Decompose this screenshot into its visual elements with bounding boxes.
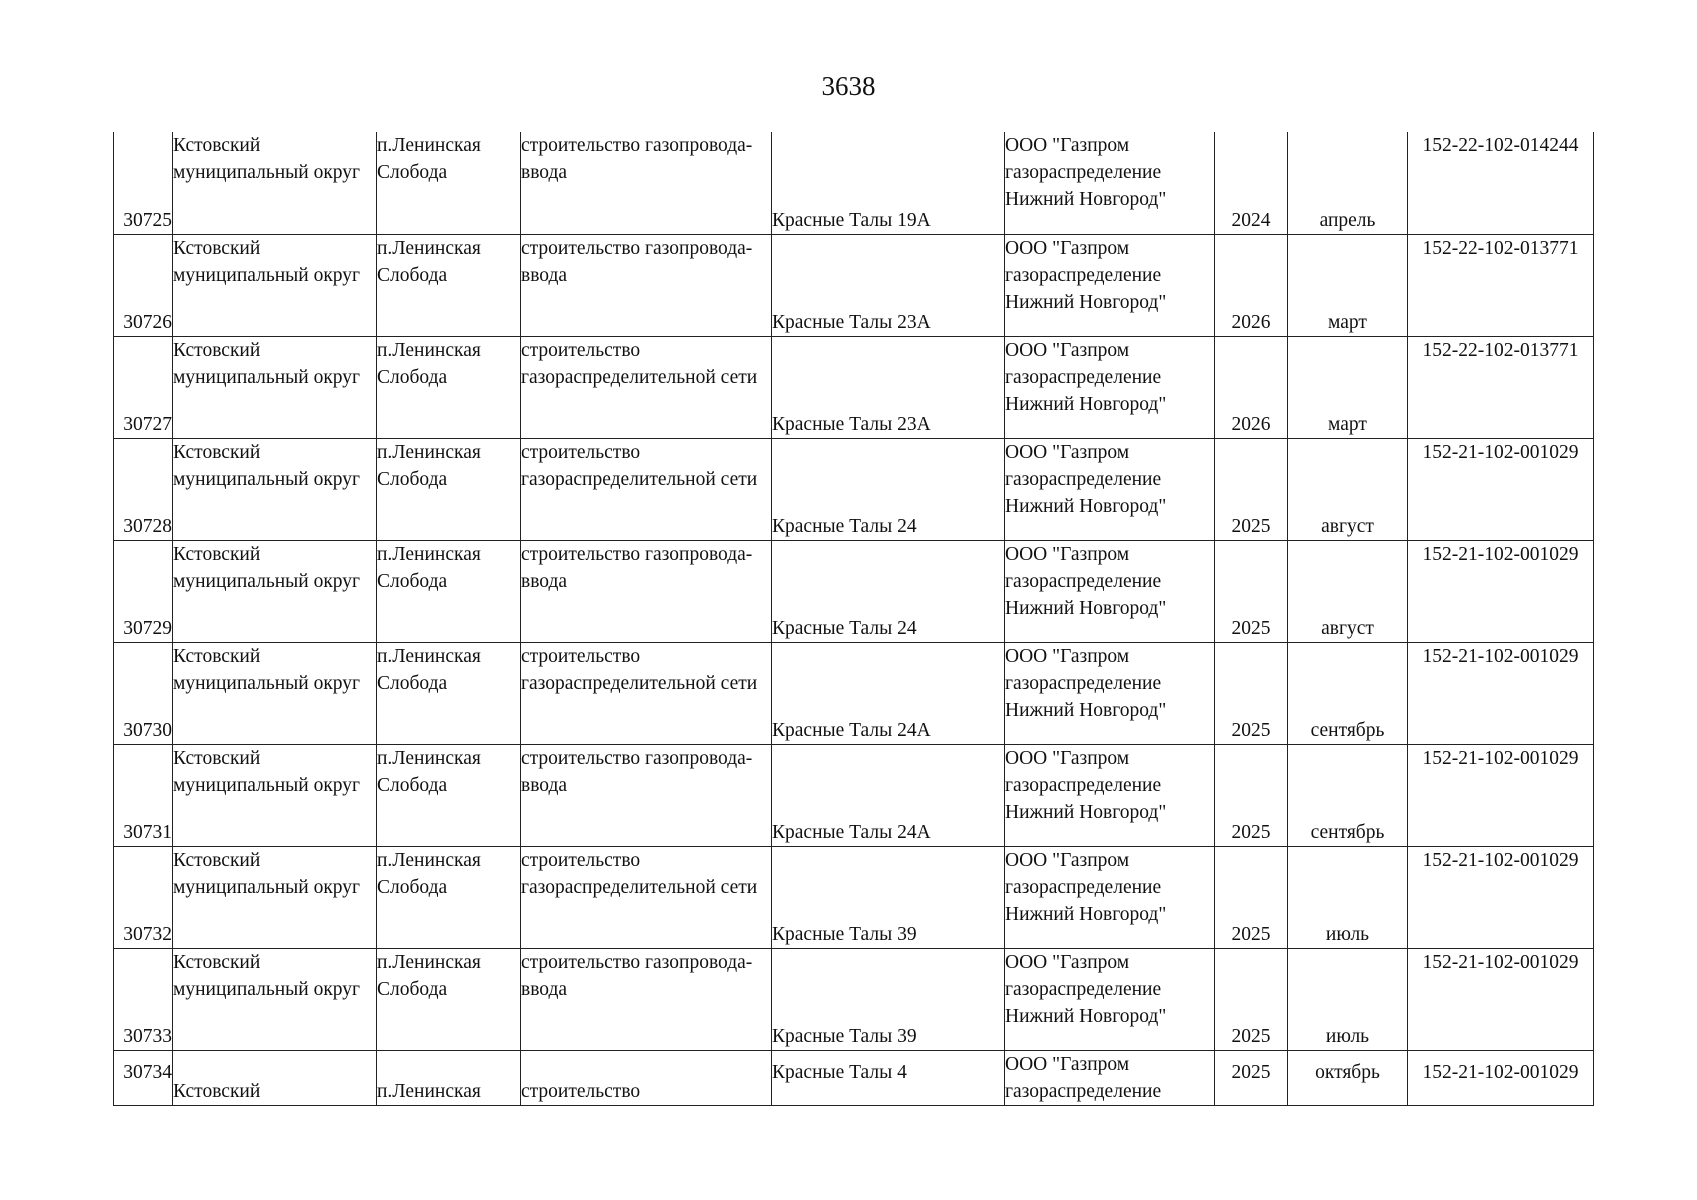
district-cell-line: муниципальный округ xyxy=(173,366,361,388)
month-cell: июль xyxy=(1288,846,1408,948)
settlement-cell-line: Слобода xyxy=(377,978,448,1000)
settlement-cell xyxy=(377,234,521,336)
district-cell-line: Кстовский xyxy=(173,951,261,973)
organization-cell-line: ООО "Газпром xyxy=(1005,135,1130,156)
settlement-cell-line: Слобода xyxy=(377,468,448,490)
address-cell: Красные Талы 24 xyxy=(772,540,1005,642)
district-cell-line: Кстовский xyxy=(173,237,261,259)
organization-cell-line: Нижний Новгород" xyxy=(1005,597,1167,619)
row-number: 30729 xyxy=(114,540,173,642)
district-cell xyxy=(173,744,377,846)
table-row xyxy=(114,1050,1594,1105)
code-cell: 152-21-102-001029 xyxy=(1408,744,1594,846)
settlement-cell-line: п.Ленинская xyxy=(377,747,481,769)
work-type-cell-line: строительство xyxy=(521,1080,641,1102)
code-cell: 152-21-102-001029 xyxy=(1408,948,1594,1050)
settlement-cell xyxy=(377,132,521,234)
year-cell: 2024 xyxy=(1215,132,1288,234)
work-type-cell xyxy=(521,336,772,438)
work-type-cell-line: строительство газопровода- xyxy=(521,951,753,973)
table-row xyxy=(114,132,1594,234)
code-cell: 152-22-102-014244 xyxy=(1408,132,1594,234)
organization-cell-line: газораспределение xyxy=(1005,876,1162,898)
settlement-cell-line: Слобода xyxy=(377,162,448,183)
organization-cell-line: ООО "Газпром xyxy=(1005,951,1130,973)
year-cell: 2025 xyxy=(1215,846,1288,948)
organization-cell xyxy=(1005,132,1215,234)
organization-cell-line: газораспределение xyxy=(1005,774,1162,796)
work-type-cell xyxy=(521,948,772,1050)
organization-cell xyxy=(1005,234,1215,336)
table-row xyxy=(114,642,1594,744)
address-cell: Красные Талы 39 xyxy=(772,948,1005,1050)
work-type-cell xyxy=(521,846,772,948)
organization-cell-line: ООО "Газпром xyxy=(1005,237,1130,259)
address-cell: Красные Талы 4 xyxy=(772,1050,1005,1105)
work-type-cell-line: строительство газопровода- xyxy=(521,747,753,769)
settlement-cell xyxy=(377,948,521,1050)
settlement-cell-line: Слобода xyxy=(377,876,448,898)
district-cell-line: муниципальный округ xyxy=(173,570,361,592)
table-body xyxy=(114,132,1594,1105)
organization-cell xyxy=(1005,540,1215,642)
table-row xyxy=(114,948,1594,1050)
register-table xyxy=(113,132,1594,1106)
year-cell: 2025 xyxy=(1215,642,1288,744)
work-type-cell-line: строительство xyxy=(521,645,641,667)
settlement-cell-line: п.Ленинская xyxy=(377,441,481,463)
year-cell: 2026 xyxy=(1215,234,1288,336)
work-type-cell-line: газораспределительной сети xyxy=(521,468,758,490)
district-cell-line: муниципальный округ xyxy=(173,774,361,796)
row-number: 30733 xyxy=(114,948,173,1050)
table-row xyxy=(114,438,1594,540)
work-type-cell-line: строительство газопровода- xyxy=(521,237,753,259)
month-cell: август xyxy=(1288,540,1408,642)
year-cell: 2025 xyxy=(1215,438,1288,540)
district-cell-line: Кстовский xyxy=(173,747,261,769)
settlement-cell-line: п.Ленинская xyxy=(377,849,481,871)
organization-cell xyxy=(1005,336,1215,438)
organization-cell-line: ООО "Газпром xyxy=(1005,645,1130,667)
row-number: 30728 xyxy=(114,438,173,540)
organization-cell xyxy=(1005,948,1215,1050)
month-cell: апрель xyxy=(1288,132,1408,234)
code-cell: 152-21-102-001029 xyxy=(1408,846,1594,948)
district-cell xyxy=(173,846,377,948)
settlement-cell-line: Слобода xyxy=(377,672,448,694)
work-type-cell xyxy=(521,1050,772,1105)
organization-cell-line: Нижний Новгород" xyxy=(1005,699,1167,721)
organization-cell-line: Нижний Новгород" xyxy=(1005,1005,1167,1027)
organization-cell xyxy=(1005,642,1215,744)
work-type-cell xyxy=(521,540,772,642)
table-row xyxy=(114,846,1594,948)
settlement-cell-line: п.Ленинская xyxy=(377,951,481,973)
district-cell-line: муниципальный округ xyxy=(173,264,361,286)
settlement-cell-line: п.Ленинская xyxy=(377,645,481,667)
work-type-cell-line: газораспределительной сети xyxy=(521,366,758,388)
row-number: 30725 xyxy=(114,132,173,234)
address-cell: Красные Талы 23А xyxy=(772,336,1005,438)
month-cell: сентябрь xyxy=(1288,642,1408,744)
district-cell xyxy=(173,1050,377,1105)
work-type-cell-line: строительство xyxy=(521,849,641,871)
month-cell: июль xyxy=(1288,948,1408,1050)
work-type-cell-line: газораспределительной сети xyxy=(521,672,758,694)
table-row xyxy=(114,744,1594,846)
organization-cell xyxy=(1005,744,1215,846)
work-type-cell-line: строительство газопровода- xyxy=(521,135,753,156)
row-number: 30732 xyxy=(114,846,173,948)
organization-cell-line: ООО "Газпром xyxy=(1005,849,1130,871)
district-cell xyxy=(173,540,377,642)
organization-cell-line: Нижний Новгород" xyxy=(1005,393,1167,415)
work-type-cell-line: ввода xyxy=(521,978,568,1000)
organization-cell-line: газораспределение xyxy=(1005,162,1162,183)
organization-cell-line: газораспределение xyxy=(1005,366,1162,388)
organization-cell-line: Нижний Новгород" xyxy=(1005,801,1167,823)
address-cell: Красные Талы 19А xyxy=(772,132,1005,234)
page-number: 3638 xyxy=(821,71,876,101)
row-number: 30731 xyxy=(114,744,173,846)
settlement-cell-line: п.Ленинская xyxy=(377,339,481,361)
row-number: 30727 xyxy=(114,336,173,438)
settlement-cell-line: п.Ленинская xyxy=(377,1080,481,1102)
address-cell: Красные Талы 23А xyxy=(772,234,1005,336)
district-cell-line: Кстовский xyxy=(173,645,261,667)
work-type-cell-line: ввода xyxy=(521,162,568,183)
work-type-cell-line: ввода xyxy=(521,570,568,592)
work-type-cell-line: строительство xyxy=(521,441,641,463)
row-number: 30734 xyxy=(114,1050,173,1105)
organization-cell-line: Нижний Новгород" xyxy=(1005,189,1167,210)
settlement-cell-line: Слобода xyxy=(377,570,448,592)
address-cell: Красные Талы 24А xyxy=(772,642,1005,744)
organization-cell-line: газораспределение xyxy=(1005,1080,1162,1102)
settlement-cell-line: Слобода xyxy=(377,366,448,388)
row-number: 30730 xyxy=(114,642,173,744)
district-cell-line: муниципальный округ xyxy=(173,876,361,898)
work-type-cell xyxy=(521,438,772,540)
district-cell-line: Кстовский xyxy=(173,543,261,565)
district-cell xyxy=(173,642,377,744)
year-cell: 2025 xyxy=(1215,948,1288,1050)
settlement-cell xyxy=(377,642,521,744)
settlement-cell xyxy=(377,438,521,540)
organization-cell-line: ООО "Газпром xyxy=(1005,441,1130,463)
settlement-cell-line: Слобода xyxy=(377,774,448,796)
district-cell-line: Кстовский xyxy=(173,441,261,463)
district-cell xyxy=(173,132,377,234)
organization-cell-line: газораспределение xyxy=(1005,264,1162,286)
work-type-cell-line: строительство газопровода- xyxy=(521,543,753,565)
organization-cell xyxy=(1005,438,1215,540)
organization-cell-line: Нижний Новгород" xyxy=(1005,495,1167,517)
code-cell: 152-22-102-013771 xyxy=(1408,234,1594,336)
settlement-cell-line: Слобода xyxy=(377,264,448,286)
organization-cell-line: ООО "Газпром xyxy=(1005,543,1130,565)
work-type-cell-line: строительство xyxy=(521,339,641,361)
year-cell: 2025 xyxy=(1215,540,1288,642)
settlement-cell xyxy=(377,846,521,948)
settlement-cell-line: п.Ленинская xyxy=(377,135,481,156)
table-row xyxy=(114,540,1594,642)
row-number: 30726 xyxy=(114,234,173,336)
district-cell-line: Кстовский xyxy=(173,135,261,156)
work-type-cell xyxy=(521,132,772,234)
district-cell xyxy=(173,438,377,540)
organization-cell-line: газораспределение xyxy=(1005,978,1162,1000)
district-cell-line: муниципальный округ xyxy=(173,672,361,694)
organization-cell-line: газораспределение xyxy=(1005,672,1162,694)
district-cell xyxy=(173,234,377,336)
settlement-cell xyxy=(377,744,521,846)
month-cell: сентябрь xyxy=(1288,744,1408,846)
organization-cell xyxy=(1005,1050,1215,1105)
district-cell-line: муниципальный округ xyxy=(173,162,361,183)
work-type-cell xyxy=(521,234,772,336)
code-cell: 152-21-102-001029 xyxy=(1408,540,1594,642)
year-cell: 2025 xyxy=(1215,1050,1288,1105)
table-row xyxy=(114,234,1594,336)
settlement-cell xyxy=(377,1050,521,1105)
work-type-cell-line: газораспределительной сети xyxy=(521,876,758,898)
code-cell: 152-22-102-013771 xyxy=(1408,336,1594,438)
organization-cell-line: ООО "Газпром xyxy=(1005,1053,1130,1075)
table-row xyxy=(114,336,1594,438)
work-type-cell-line: ввода xyxy=(521,774,568,796)
district-cell-line: Кстовский xyxy=(173,1080,261,1102)
organization-cell-line: газораспределение xyxy=(1005,468,1162,490)
code-cell: 152-21-102-001029 xyxy=(1408,642,1594,744)
work-type-cell-line: ввода xyxy=(521,264,568,286)
settlement-cell-line: п.Ленинская xyxy=(377,543,481,565)
settlement-cell xyxy=(377,540,521,642)
organization-cell-line: Нижний Новгород" xyxy=(1005,903,1167,925)
work-type-cell xyxy=(521,642,772,744)
district-cell xyxy=(173,336,377,438)
settlement-cell xyxy=(377,336,521,438)
address-cell: Красные Талы 24А xyxy=(772,744,1005,846)
year-cell: 2026 xyxy=(1215,336,1288,438)
address-cell: Красные Талы 39 xyxy=(772,846,1005,948)
code-cell: 152-21-102-001029 xyxy=(1408,1050,1594,1105)
code-cell: 152-21-102-001029 xyxy=(1408,438,1594,540)
month-cell: октябрь xyxy=(1288,1050,1408,1105)
settlement-cell-line: п.Ленинская xyxy=(377,237,481,259)
organization-cell-line: ООО "Газпром xyxy=(1005,747,1130,769)
month-cell: август xyxy=(1288,438,1408,540)
month-cell: март xyxy=(1288,234,1408,336)
month-cell: март xyxy=(1288,336,1408,438)
year-cell: 2025 xyxy=(1215,744,1288,846)
district-cell-line: муниципальный округ xyxy=(173,978,361,1000)
district-cell-line: Кстовский xyxy=(173,849,261,871)
work-type-cell xyxy=(521,744,772,846)
organization-cell-line: ООО "Газпром xyxy=(1005,339,1130,361)
district-cell xyxy=(173,948,377,1050)
organization-cell xyxy=(1005,846,1215,948)
district-cell-line: муниципальный округ xyxy=(173,468,361,490)
district-cell-line: Кстовский xyxy=(173,339,261,361)
address-cell: Красные Талы 24 xyxy=(772,438,1005,540)
organization-cell-line: газораспределение xyxy=(1005,570,1162,592)
organization-cell-line: Нижний Новгород" xyxy=(1005,291,1167,313)
